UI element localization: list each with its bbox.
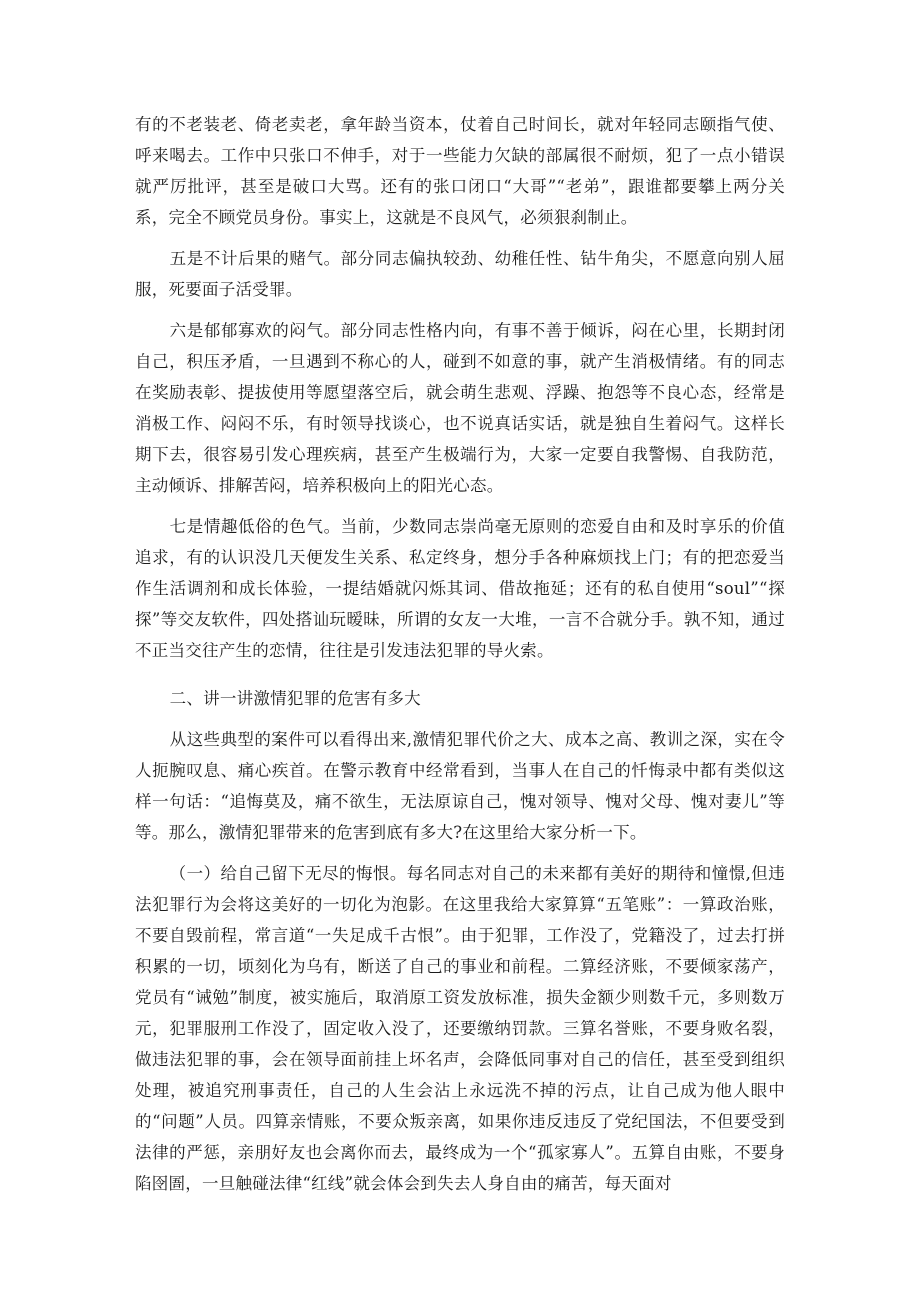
paragraph-regret: （一）给自己留下无尽的悔恨。每名同志对自己的未来都有美好的期待和憧憬,但违法犯罪行为会将这美好的一切化为泡影。在这里我给大家算算“五笔账”：一算政治账，不要自毁前程，常言道“一失足成千古恨”。由于犯罪，工作没了，党籍没了，过去打拼积累的一切，顷刻化为乌有，断送了自己的事业和前程。二算经济账，不要倾家荡产，党员有“诫勉”制度，被实施后，取消原工资发放标准，损失金额少则数千元，多则数万元，犯罪服刑工作没了，固定收入没了，还要缴纳罚款。三算名誉账，不要身败名裂，做违法犯罪的事，会在领导面前挂上坏名声，会降低同事对自己的信任，甚至受到组织处理，被追究刑事责任，自己的人生会沾上永远洗不掉的污点，让自己成为他人眼中的“问题”人员。四算亲情账，不要众叛亲离，如果你违反违反了党纪国法，不但要受到法律的严惩，亲朋好友也会离你而去，最终成为一个“孤家寡人”。五算自由账，不要身陷囹圄，一旦触碰法律“红线”就会体会到失去人身自由的痛苦，每天面对 xyxy=(135,863,785,1193)
paragraph-item-five: 五是不计后果的赌气。部分同志偏执较劲、幼稚任性、钻牛角尖，不愿意向别人屈服，死要面子活受罪。 xyxy=(135,249,785,299)
paragraph-continuation: 有的不老装老、倚老卖老，拿年龄当资本，仗着自己时间长，就对年轻同志颐指气使、呼来喝去。工作中只张口不伸手，对于一些能力欠缺的部属很不耐烦，犯了一点小错误就严厉批评，甚至是破口大骂。还有的张口闭口“大哥”“老弟”，跟谁都要攀上两分关系，完全不顾党员身份。事实上，这就是不良风气，必须狠刹制止。 xyxy=(135,115,785,227)
document-body xyxy=(135,109,785,1209)
paragraph-item-seven: 七是情趣低俗的色气。当前，少数同志崇尚毫无原则的恋爱自由和及时享乐的价值追求，有的认识没几天便发生关系、私定终身，想分手各种麻烦找上门；有的把恋爱当作生活调剂和成长体验，一提结婚就闪烁其词、借故拖延；还有的私自使用“soul”“探探”等交友软件，四处搭讪玩暧昧，所谓的女友一大堆，一言不合就分手。孰不知，通过不正当交往产生的恋情，往往是引发违法犯罪的导火索。 xyxy=(135,517,785,660)
paragraph-item-six: 六是郁郁寡欢的闷气。部分同志性格内向，有事不善于倾诉，闷在心里，长期封闭自己，积压矛盾，一旦遇到不称心的人，碰到不如意的事，就产生消极情绪。有的同志在奖励表彰、提拔使用等愿望落空后，就会萌生悲观、浮躁、抱怨等不良心态，经常是消极工作、闷闷不乐，有时领导找谈心，也不说真话实话，就是独自生着闷气。这样长期下去，很容易引发心理疾病，甚至产生极端行为，大家一定要自我警惕、自我防范，主动倾诉、排解苦闷，培养积极向上的阳光心态。 xyxy=(135,321,785,495)
paragraph-harm-intro: 从这些典型的案件可以看得出来,激情犯罪代价之大、成本之高、教训之深，实在令人扼腕叹息、痛心疾首。在警示教育中经常看到，当事人在自己的忏悔录中都有类似这样一句话：“追悔莫及，痛不欲生，无法原谅自己，愧对领导、愧对父母、愧对妻儿”等等。那么，激情犯罪带来的危害到底有多大?在这里给大家分析一下。 xyxy=(135,729,785,842)
section-heading: 二、讲一讲激情犯罪的危害有多大 xyxy=(169,688,421,708)
